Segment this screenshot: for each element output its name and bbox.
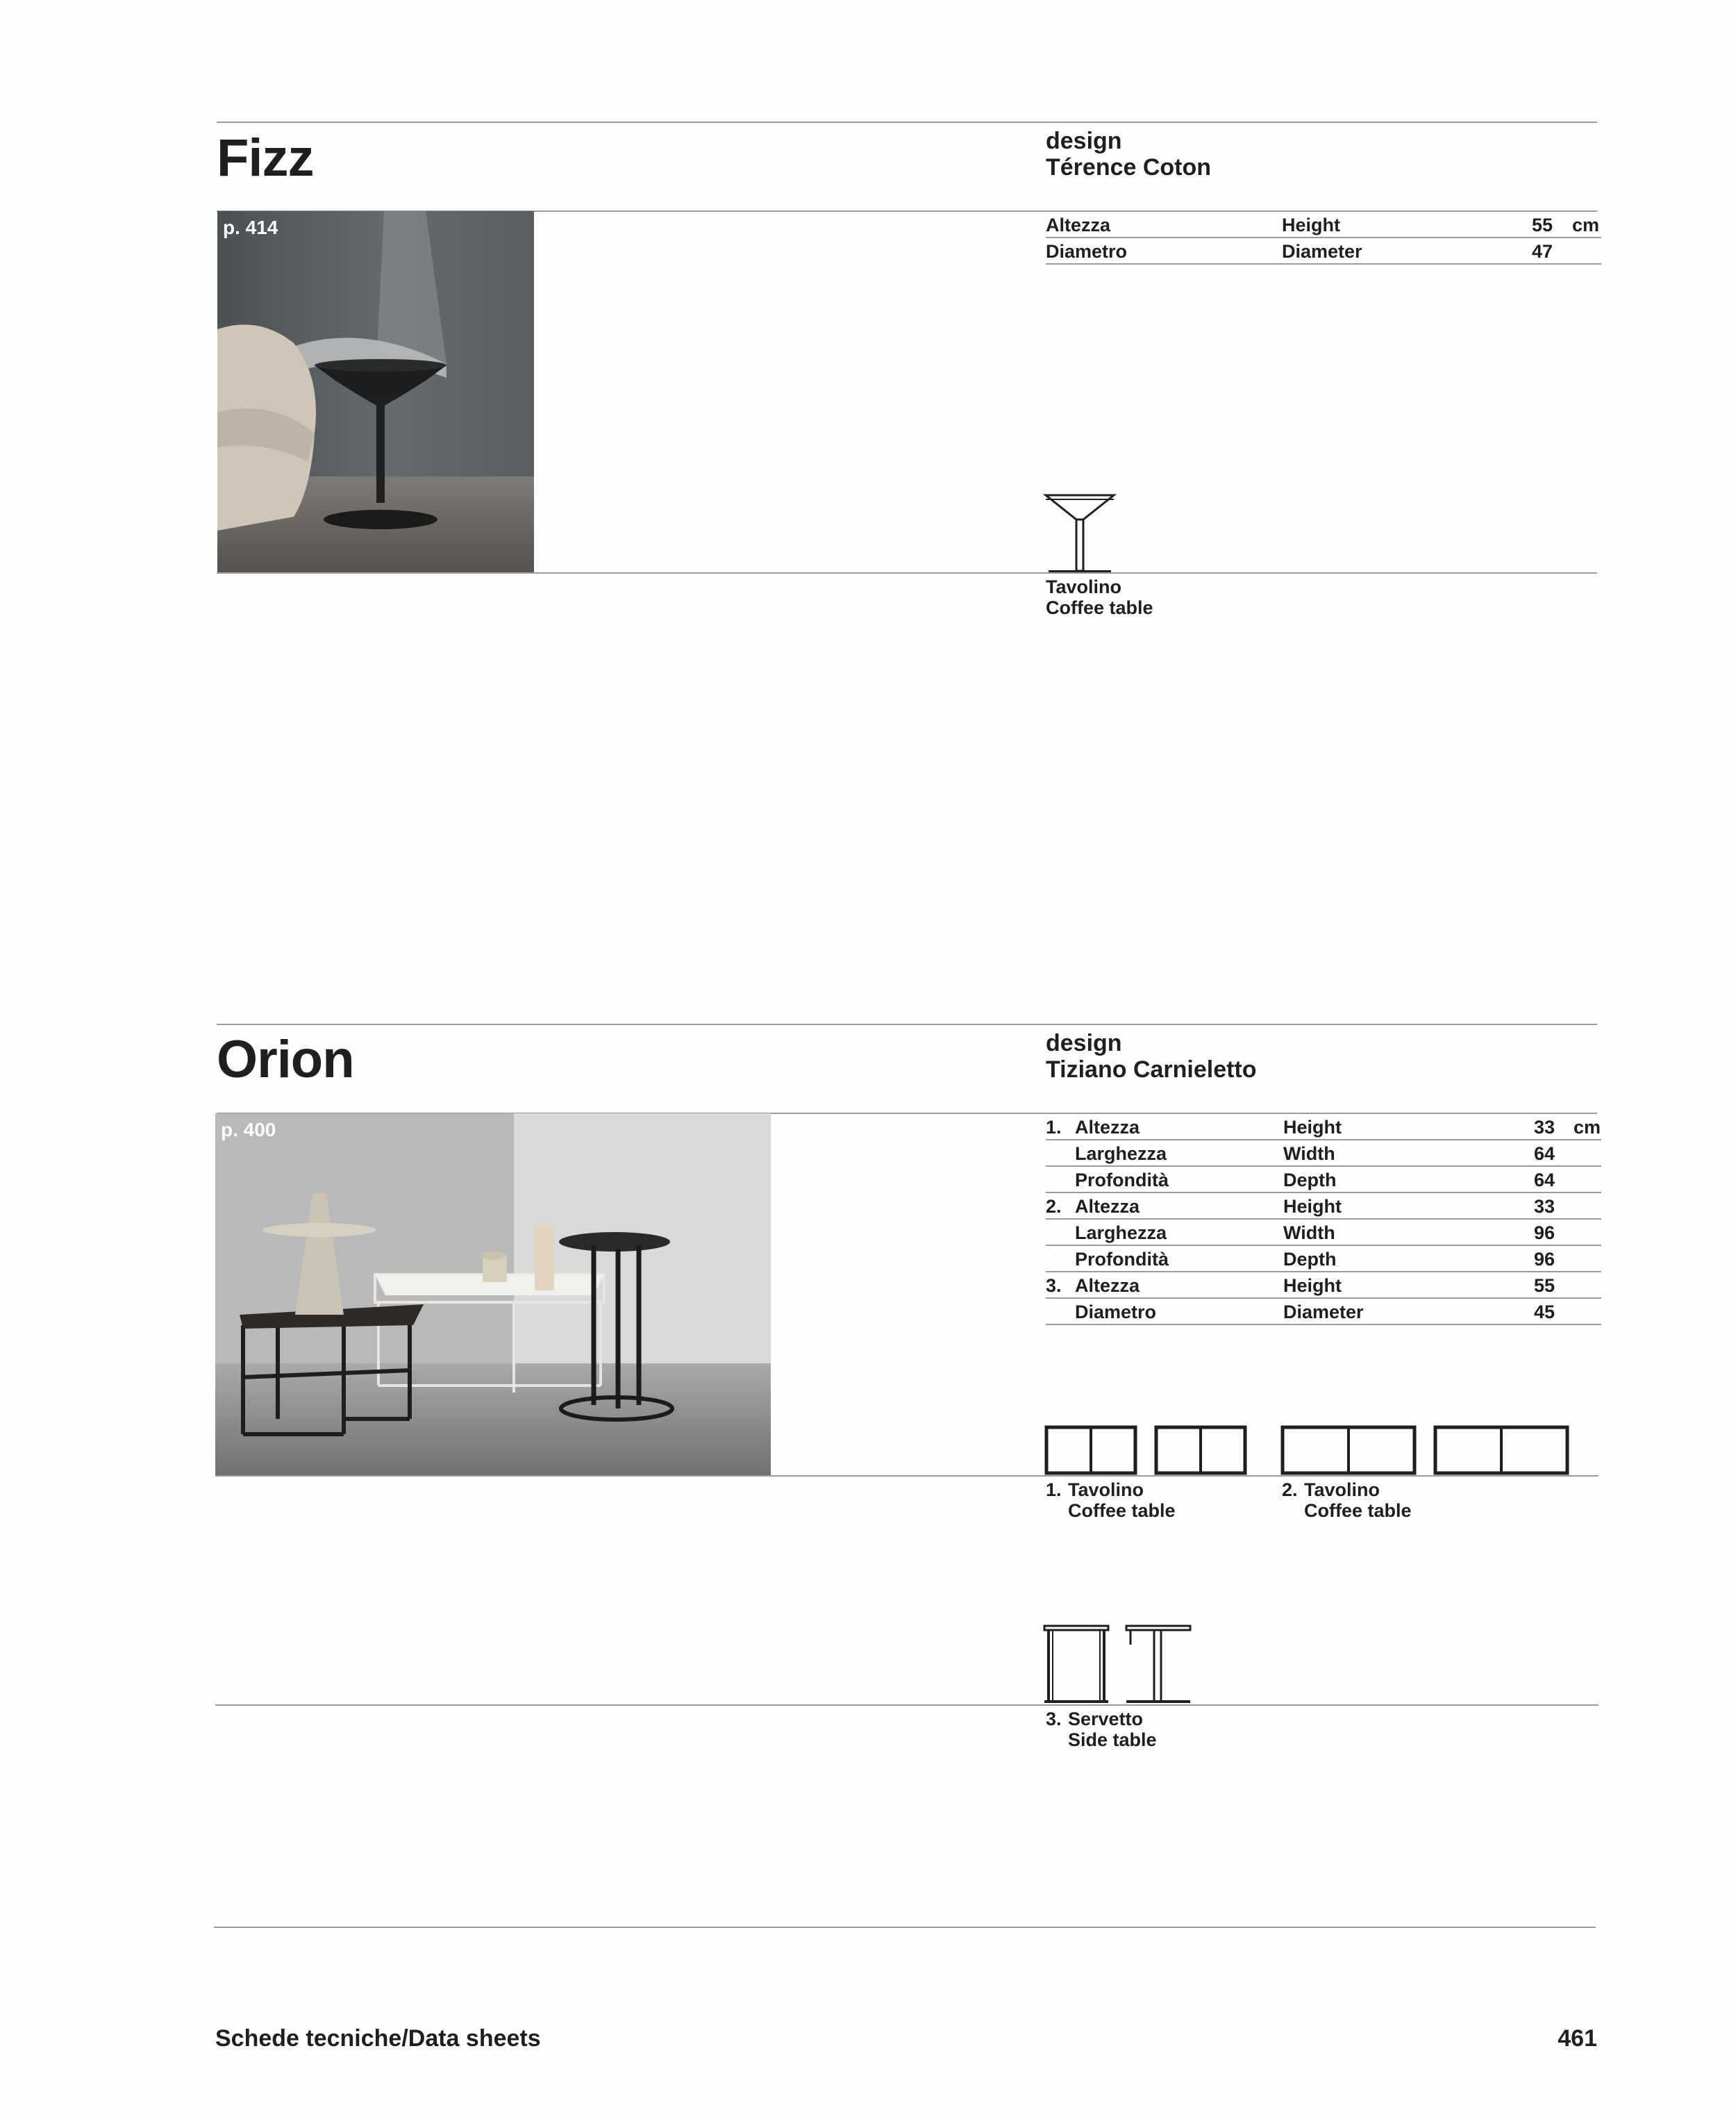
caption-italian: Tavolino <box>1304 1479 1380 1500</box>
product-title-orion: Orion <box>217 1030 354 1089</box>
spec-value: 55 <box>1532 215 1553 235</box>
spec-label-it: Diametro <box>1075 1302 1157 1322</box>
spec-label-en: Height <box>1283 1275 1342 1296</box>
spec-unit: cm <box>1572 215 1600 235</box>
fizz-spec-row <box>1046 238 1601 265</box>
spec-label-en: Height <box>1282 215 1340 235</box>
fizz-photo-graphic <box>217 211 534 573</box>
spec-value: 45 <box>1534 1302 1555 1322</box>
spec-value: 64 <box>1534 1170 1555 1190</box>
spec-value: 33 <box>1534 1117 1555 1138</box>
orion-coffee-table-64-front-drawing <box>1044 1425 1137 1475</box>
fizz-top-rule <box>217 122 1597 123</box>
orion-spec-row <box>1046 1167 1601 1193</box>
caption-italian: Tavolino <box>1046 576 1122 597</box>
orion-photo-graphic <box>215 1113 771 1475</box>
orion-spec-row <box>1046 1114 1601 1140</box>
orion-coffee-table-96-side-drawing <box>1433 1425 1569 1475</box>
spec-label-en: Diameter <box>1282 241 1362 262</box>
spec-label-en: Diameter <box>1283 1302 1364 1322</box>
orion-top-rule <box>217 1024 1597 1025</box>
orion-caption-3 <box>1046 1709 1157 1750</box>
caption-italian: Tavolino <box>1068 1479 1144 1500</box>
orion-coffee-table-96-front-drawing <box>1280 1425 1417 1475</box>
caption-number: 2. <box>1282 1479 1298 1500</box>
spec-label-it: Altezza <box>1075 1196 1140 1217</box>
orion-product-photo <box>215 1113 771 1475</box>
caption-italian: Servetto <box>1068 1709 1144 1729</box>
caption-number: 1. <box>1046 1479 1062 1500</box>
spec-value: 96 <box>1534 1249 1555 1270</box>
caption-number: 3. <box>1046 1709 1062 1729</box>
spec-group-number: 2. <box>1046 1196 1062 1217</box>
spec-unit: cm <box>1574 1117 1601 1138</box>
fizz-coffee-table-drawing <box>1042 492 1118 575</box>
spec-label-it: Profondità <box>1075 1249 1169 1270</box>
spec-label-it: Larghezza <box>1075 1143 1167 1164</box>
orion-side-table-rule <box>215 1704 1599 1706</box>
orion-side-table-front-drawing <box>1043 1624 1110 1706</box>
orion-spec-row <box>1046 1246 1601 1272</box>
spec-value: 64 <box>1534 1143 1555 1164</box>
orion-caption-2 <box>1282 1479 1412 1521</box>
fizz-page-reference: p. 414 <box>223 217 278 238</box>
orion-coffee-table-64-side-drawing <box>1154 1425 1247 1475</box>
footer-page-number: 461 <box>1558 2025 1597 2052</box>
orion-spec-row <box>1046 1220 1601 1246</box>
spec-label-it: Profondità <box>1075 1170 1169 1190</box>
spec-value: 55 <box>1534 1275 1555 1296</box>
orion-caption-1 <box>1046 1479 1176 1521</box>
spec-value: 47 <box>1532 241 1553 262</box>
fizz-image-bottom-rule <box>217 572 1597 574</box>
spec-label-en: Width <box>1283 1222 1335 1243</box>
spec-label-en: Depth <box>1283 1249 1337 1270</box>
caption-english: Coffee table <box>1068 1500 1176 1521</box>
orion-spec-row <box>1046 1272 1601 1299</box>
spec-label-en: Depth <box>1283 1170 1337 1190</box>
caption-english: Coffee table <box>1304 1500 1412 1521</box>
fizz-designer-name: Térence Coton <box>1046 154 1212 181</box>
spec-value: 96 <box>1534 1222 1555 1243</box>
orion-page-reference: p. 400 <box>221 1119 276 1140</box>
fizz-caption <box>1046 576 1153 618</box>
orion-side-table-side-drawing <box>1125 1624 1192 1706</box>
product-title-fizz: Fizz <box>217 128 314 188</box>
spec-label-en: Height <box>1283 1117 1342 1138</box>
caption-english: Coffee table <box>1046 597 1153 618</box>
spec-label-it: Diametro <box>1046 241 1128 262</box>
spec-label-en: Height <box>1283 1196 1342 1217</box>
fizz-spec-row <box>1046 212 1601 238</box>
fizz-design-label: design <box>1046 128 1122 154</box>
spec-group-number: 1. <box>1046 1117 1062 1138</box>
spec-label-en: Width <box>1283 1143 1335 1164</box>
orion-spec-row <box>1046 1193 1601 1220</box>
spec-value: 33 <box>1534 1196 1555 1217</box>
spec-group-number: 3. <box>1046 1275 1062 1296</box>
orion-design-label: design <box>1046 1030 1122 1056</box>
footer-rule <box>214 1927 1596 1928</box>
orion-spec-row <box>1046 1140 1601 1167</box>
footer-section-title: Schede tecniche/Data sheets <box>215 2025 541 2052</box>
spec-label-it: Altezza <box>1046 215 1111 235</box>
spec-label-it: Altezza <box>1075 1117 1140 1138</box>
fizz-product-photo <box>217 211 534 573</box>
spec-label-it: Larghezza <box>1075 1222 1167 1243</box>
orion-image-bottom-rule <box>215 1475 1599 1477</box>
spec-label-it: Altezza <box>1075 1275 1140 1296</box>
orion-spec-row <box>1046 1299 1601 1325</box>
caption-english: Side table <box>1068 1729 1157 1750</box>
orion-designer-name: Tiziano Carnieletto <box>1046 1056 1257 1083</box>
